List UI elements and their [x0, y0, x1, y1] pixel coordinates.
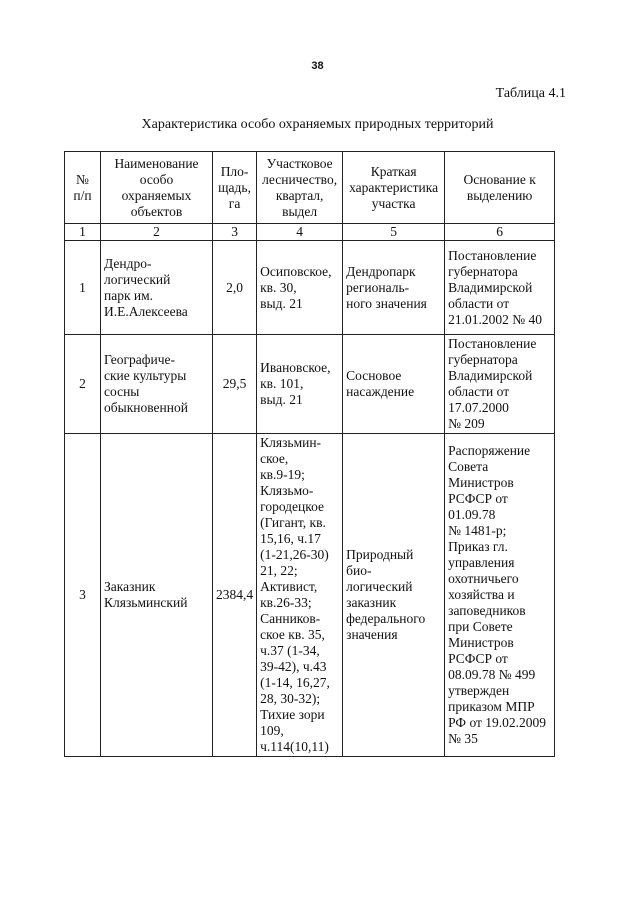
- row-description: Природный био- логический заказник федерального значения: [343, 434, 445, 757]
- row-area: 2384,4: [213, 434, 257, 757]
- row-forestry: Ивановское, кв. 101, выд. 21: [257, 335, 343, 434]
- row-area: 2,0: [213, 241, 257, 335]
- header-area: Пло- щадь, га: [213, 152, 257, 224]
- row-forestry: Осиповское, кв. 30, выд. 21: [257, 241, 343, 335]
- row-num: 2: [65, 335, 101, 434]
- table-label: Таблица 4.1: [495, 86, 566, 101]
- row-description: Сосновое насаждение: [343, 335, 445, 434]
- row-name: Дендро- логический парк им. И.Е.Алексеева: [101, 241, 213, 335]
- header-num: № п/п: [65, 152, 101, 224]
- row-basis: Постановление губернатора Владимирской области от 17.07.2000 № 209: [445, 335, 555, 434]
- header-description: Краткая характеристика участка: [343, 152, 445, 224]
- column-number-row: [65, 224, 555, 241]
- row-forestry: Клязьмин- ское, кв.9-19; Клязьмо- городецкое (Гигант, кв. 15,16, ч.17 (1-21,26-30) 21, 22; Активист, кв.26-33; Санников- ское кв. 35, ч.37 (1-34, 39-42), ч.43 (1-14, 16,27, 28, 30-32); Тихие зори 109, ч.114(10,11): [257, 434, 343, 757]
- page-number: 38: [311, 60, 324, 72]
- column-number: 2: [101, 224, 213, 241]
- document-title: Характеристика особо охраняемых природных территорий: [141, 117, 494, 132]
- column-number: 3: [213, 224, 257, 241]
- header-basis: Основание к выделению: [445, 152, 555, 224]
- row-name: Заказник Клязьминский: [101, 434, 213, 757]
- row-num: 3: [65, 434, 101, 757]
- column-number: 5: [343, 224, 445, 241]
- row-description: Дендропарк региональ- ного значения: [343, 241, 445, 335]
- row-name: Географиче- ские культуры сосны обыкновенной: [101, 335, 213, 434]
- header-name: Наименование особо охраняемых объектов: [101, 152, 213, 224]
- table-row: [65, 335, 555, 434]
- row-basis: Распоряжение Совета Министров РСФСР от 01.09.78 № 1481-р; Приказ гл. управления охотничьего хозяйства и заповедников при Совете Министров РСФСР от 08.09.78 № 499 утвержден приказом МПР РФ от 19.02.2009 № 35: [445, 434, 555, 757]
- row-area: 29,5: [213, 335, 257, 434]
- table-row: [65, 434, 555, 757]
- column-number: 6: [445, 224, 555, 241]
- table-header-row: [65, 152, 555, 224]
- protected-areas-table: [64, 151, 555, 757]
- row-basis: Постановление губернатора Владимирской области от 21.01.2002 № 40: [445, 241, 555, 335]
- column-number: 1: [65, 224, 101, 241]
- table-row: [65, 241, 555, 335]
- header-forestry: Участковое лесничество, квартал, выдел: [257, 152, 343, 224]
- row-num: 1: [65, 241, 101, 335]
- column-number: 4: [257, 224, 343, 241]
